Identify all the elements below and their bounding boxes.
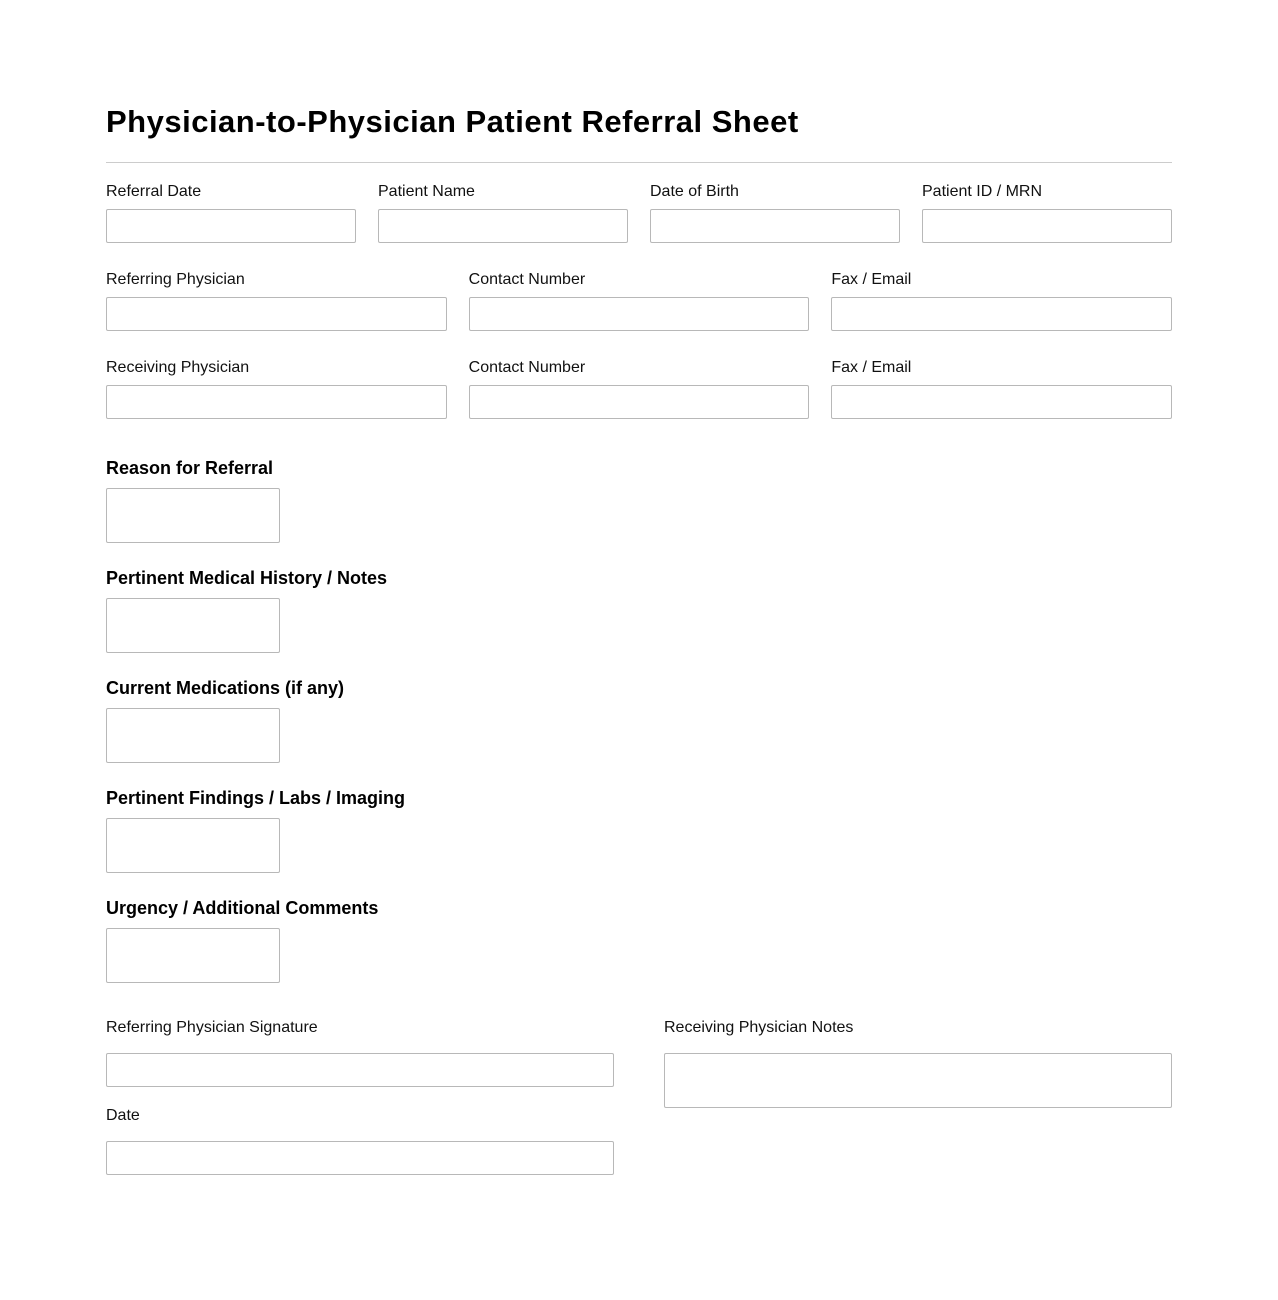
referring-contact-field <box>469 271 810 331</box>
patient-name-field <box>378 183 628 243</box>
receiving-notes-column <box>664 1019 1172 1195</box>
signature-date-input[interactable] <box>106 1141 614 1175</box>
receiving-notes-textarea[interactable] <box>664 1053 1172 1108</box>
referring-fax-email-label: Fax / Email <box>831 271 912 288</box>
patient-id-field <box>922 183 1172 243</box>
signature-input[interactable] <box>106 1053 614 1087</box>
referring-contact-label: Contact Number <box>468 271 586 288</box>
history-label: Pertinent Medical History / Notes <box>106 568 388 588</box>
medications-textarea[interactable] <box>106 708 280 763</box>
referring-physician-input[interactable] <box>106 297 447 331</box>
signature-date-label: Date <box>106 1107 140 1124</box>
receiving-fax-email-label: Fax / Email <box>831 359 912 376</box>
receiving-physician-input[interactable] <box>106 385 447 419</box>
signature-column <box>106 1019 614 1195</box>
receiving-physician-field <box>106 359 447 419</box>
history-textarea[interactable] <box>106 598 280 653</box>
referring-physician-label: Referring Physician <box>106 271 245 288</box>
referral-date-input[interactable] <box>106 209 356 243</box>
receiving-contact-input[interactable] <box>469 385 810 419</box>
receiving-contact-label: Contact Number <box>468 359 586 376</box>
reason-label: Reason for Referral <box>106 458 274 478</box>
medications-section <box>106 678 1172 763</box>
reason-section <box>106 458 1172 543</box>
referring-fax-email-field <box>831 271 1172 331</box>
referral-form <box>106 0 1172 1195</box>
history-section <box>106 568 1172 653</box>
receiving-fax-email-input[interactable] <box>831 385 1172 419</box>
title-divider <box>106 162 1172 163</box>
referral-date-field <box>106 183 356 243</box>
reason-textarea[interactable] <box>106 488 280 543</box>
receiving-contact-field <box>469 359 810 419</box>
receiving-fax-email-field <box>831 359 1172 419</box>
patient-name-label: Patient Name <box>378 183 475 200</box>
urgency-section <box>106 898 1172 983</box>
findings-textarea[interactable] <box>106 818 280 873</box>
signature-label: Referring Physician Signature <box>106 1019 318 1036</box>
findings-label: Pertinent Findings / Labs / Imaging <box>106 788 406 808</box>
referring-physician-row <box>106 271 1172 331</box>
referral-date-label: Referral Date <box>106 183 202 200</box>
page-title: Physician-to-Physician Patient Referral Sheet <box>106 104 799 139</box>
urgency-label: Urgency / Additional Comments <box>106 898 379 918</box>
date-of-birth-input[interactable] <box>650 209 900 243</box>
date-of-birth-label: Date of Birth <box>650 183 739 200</box>
referring-physician-field <box>106 271 447 331</box>
receiving-notes-label: Receiving Physician Notes <box>664 1019 854 1036</box>
receiving-physician-row <box>106 359 1172 419</box>
referring-fax-email-input[interactable] <box>831 297 1172 331</box>
patient-id-input[interactable] <box>922 209 1172 243</box>
signature-area <box>106 1019 1172 1195</box>
medications-label: Current Medications (if any) <box>106 678 345 698</box>
patient-name-input[interactable] <box>378 209 628 243</box>
urgency-textarea[interactable] <box>106 928 280 983</box>
findings-section <box>106 788 1172 873</box>
receiving-physician-label: Receiving Physician <box>106 359 250 376</box>
patient-info-row <box>106 183 1172 243</box>
date-of-birth-field <box>650 183 900 243</box>
referring-contact-input[interactable] <box>469 297 810 331</box>
patient-id-label: Patient ID / MRN <box>922 183 1043 200</box>
